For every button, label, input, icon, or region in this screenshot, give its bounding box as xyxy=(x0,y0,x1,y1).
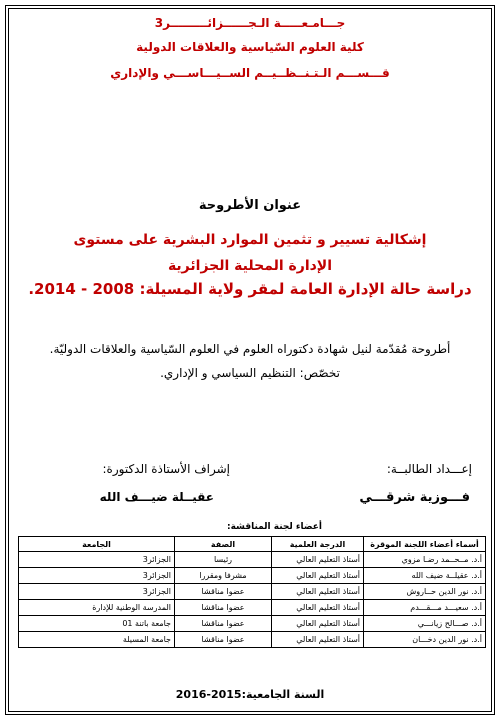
committee-table-header xyxy=(19,537,486,552)
column-header-rank: الدرجة العلمية xyxy=(272,537,364,552)
table-row xyxy=(19,568,486,584)
member-name: أ.د. مــحــمد رضـا مزوي xyxy=(364,552,486,568)
member-university: المدرسة الوطنية للإدارة xyxy=(19,600,175,616)
member-role: عضوا مناقشا xyxy=(175,616,272,632)
column-header-university: الجامعة xyxy=(19,537,175,552)
thesis-title-label: عنوان الأطروحة xyxy=(198,198,302,213)
member-name: أ.د. سعيـــد مـــقـــدم xyxy=(364,600,486,616)
supervisor-name: عقيــلة ضيـــف الله xyxy=(99,490,214,504)
column-header-member: أسماء أعضاء اللجنة الموقرة xyxy=(364,537,486,552)
member-name: أ.د. عقيلــة ضيف الله xyxy=(364,568,486,584)
academic-year: السنة الجامعية:2015-2016 xyxy=(175,688,325,701)
table-row xyxy=(19,584,486,600)
member-university: الجزائر3 xyxy=(19,552,175,568)
member-rank: أستاذ التعليم العالي xyxy=(272,616,364,632)
member-rank: أستاذ التعليم العالي xyxy=(272,568,364,584)
member-rank: أستاذ التعليم العالي xyxy=(272,600,364,616)
committee-table xyxy=(18,536,486,648)
member-name: أ.د. نور الدين حــاروش xyxy=(364,584,486,600)
member-university: الجزائر3 xyxy=(19,584,175,600)
member-role: عضوا مناقشا xyxy=(175,632,272,648)
student-name: فـــوزية شرقـــي xyxy=(359,490,470,505)
thesis-title-line3: دراسة حالة الإدارة العامة لمقر ولاية المسيلة: 2008 - 2014. xyxy=(28,280,472,298)
table-row xyxy=(19,616,486,632)
department-name: قـــســـم الـتـنــظــيــم الســيـــاســـي والإداري xyxy=(110,66,390,80)
member-rank: أستاذ التعليم العالي xyxy=(272,632,364,648)
prepared-by-label: إعـــداد الطالبــة: xyxy=(386,462,472,476)
university-name: جـــامـعـــــة الـجــــــزائـــــــــر3 xyxy=(154,16,346,30)
faculty-name: كلية العلوم السّياسية والعلاقات الدولية xyxy=(136,40,364,54)
table-row xyxy=(19,552,486,568)
supervisor-label: إشراف الأستاذة الدكتورة: xyxy=(102,462,230,476)
member-name: أ.د. نور الدين دخـــان xyxy=(364,632,486,648)
member-university: الجزائر3 xyxy=(19,568,175,584)
committee-label: أعضاء لجنة المناقشة: xyxy=(226,522,322,532)
member-university: جامعة باتنة 01 xyxy=(19,616,175,632)
degree-statement: أطروحة مُقدّمة لنيل شهادة دكتوراه العلوم في العلوم السّياسية والعلاقات الدوليّة. xyxy=(49,342,451,356)
member-name: أ.د. صـــالح زيانـــي xyxy=(364,616,486,632)
column-header-role: الصفة xyxy=(175,537,272,552)
thesis-title-line2: الإدارة المحلية الجزائرية xyxy=(167,258,333,274)
member-rank: أستاذ التعليم العالي xyxy=(272,584,364,600)
member-role: عضوا مناقشا xyxy=(175,584,272,600)
member-role: مشرفا ومقررا xyxy=(175,568,272,584)
table-row xyxy=(19,632,486,648)
table-row xyxy=(19,600,486,616)
specialty-line: تخصّص: التنظيم السياسي و الإداري. xyxy=(160,366,340,380)
member-university: جامعة المسيلة xyxy=(19,632,175,648)
member-role: رئيسا xyxy=(175,552,272,568)
member-role: عضوا مناقشا xyxy=(175,600,272,616)
thesis-title-line1: إشكالية تسيير و تثمين الموارد البشرية على مستوى xyxy=(73,232,427,248)
member-rank: أستاذ التعليم العالي xyxy=(272,552,364,568)
